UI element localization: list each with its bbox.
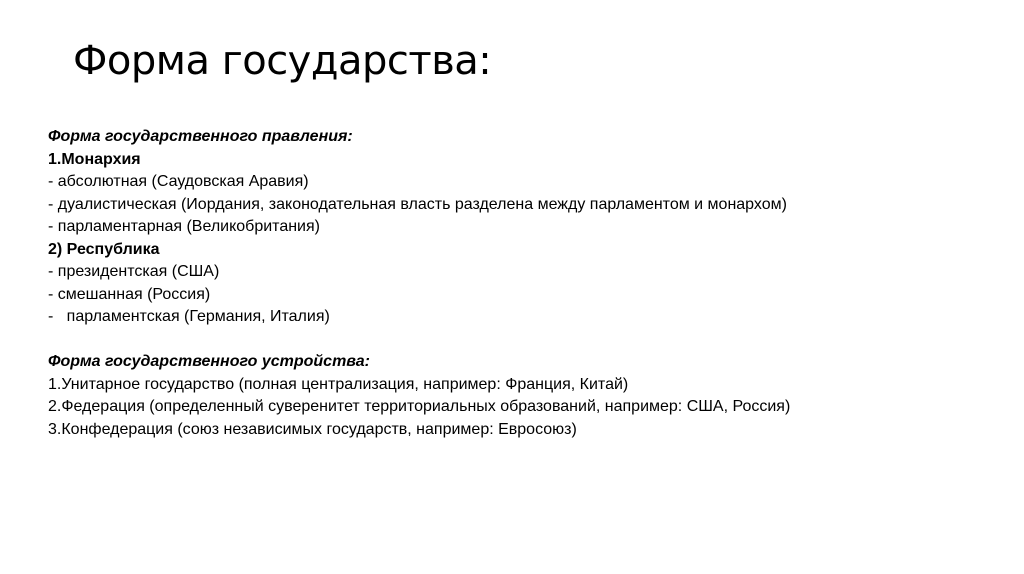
blank-line [48, 329, 988, 352]
structure-item-unitary: 1.Унитарное государство (полная централизация, например: Франция, Китай) [48, 375, 629, 393]
republic-item-parliamentary: - парламентская (Германия, Италия) [48, 308, 330, 325]
monarchy-label: 1.Монархия [48, 150, 141, 168]
slide-body [48, 126, 988, 441]
republic-item-presidential: - президентская (США) [48, 263, 220, 280]
government-form-heading: Форма государственного правления: [48, 128, 353, 145]
monarchy-item-parliamentary: - парламентарная (Великобритания) [48, 218, 320, 235]
republic-item-mixed: - смешанная (Россия) [48, 285, 211, 303]
republic-label: 2) Республика [48, 240, 160, 258]
structure-item-federation: 2.Федерация (определенный суверенитет территориальных образований, например: США, Россия) [48, 398, 791, 415]
monarchy-item-dualistic: - дуалистическая (Иордания, законодательная власть разделена между парламентом и монархом) [48, 195, 787, 213]
slide-title: Форма государства: [73, 38, 492, 84]
state-structure-heading: Форма государственного устройства: [48, 353, 370, 370]
structure-item-confederation: 3.Конфедерация (союз независимых государств, например: Евросоюз) [48, 420, 577, 438]
monarchy-item-absolute: - абсолютная (Саудовская Аравия) [48, 173, 309, 190]
